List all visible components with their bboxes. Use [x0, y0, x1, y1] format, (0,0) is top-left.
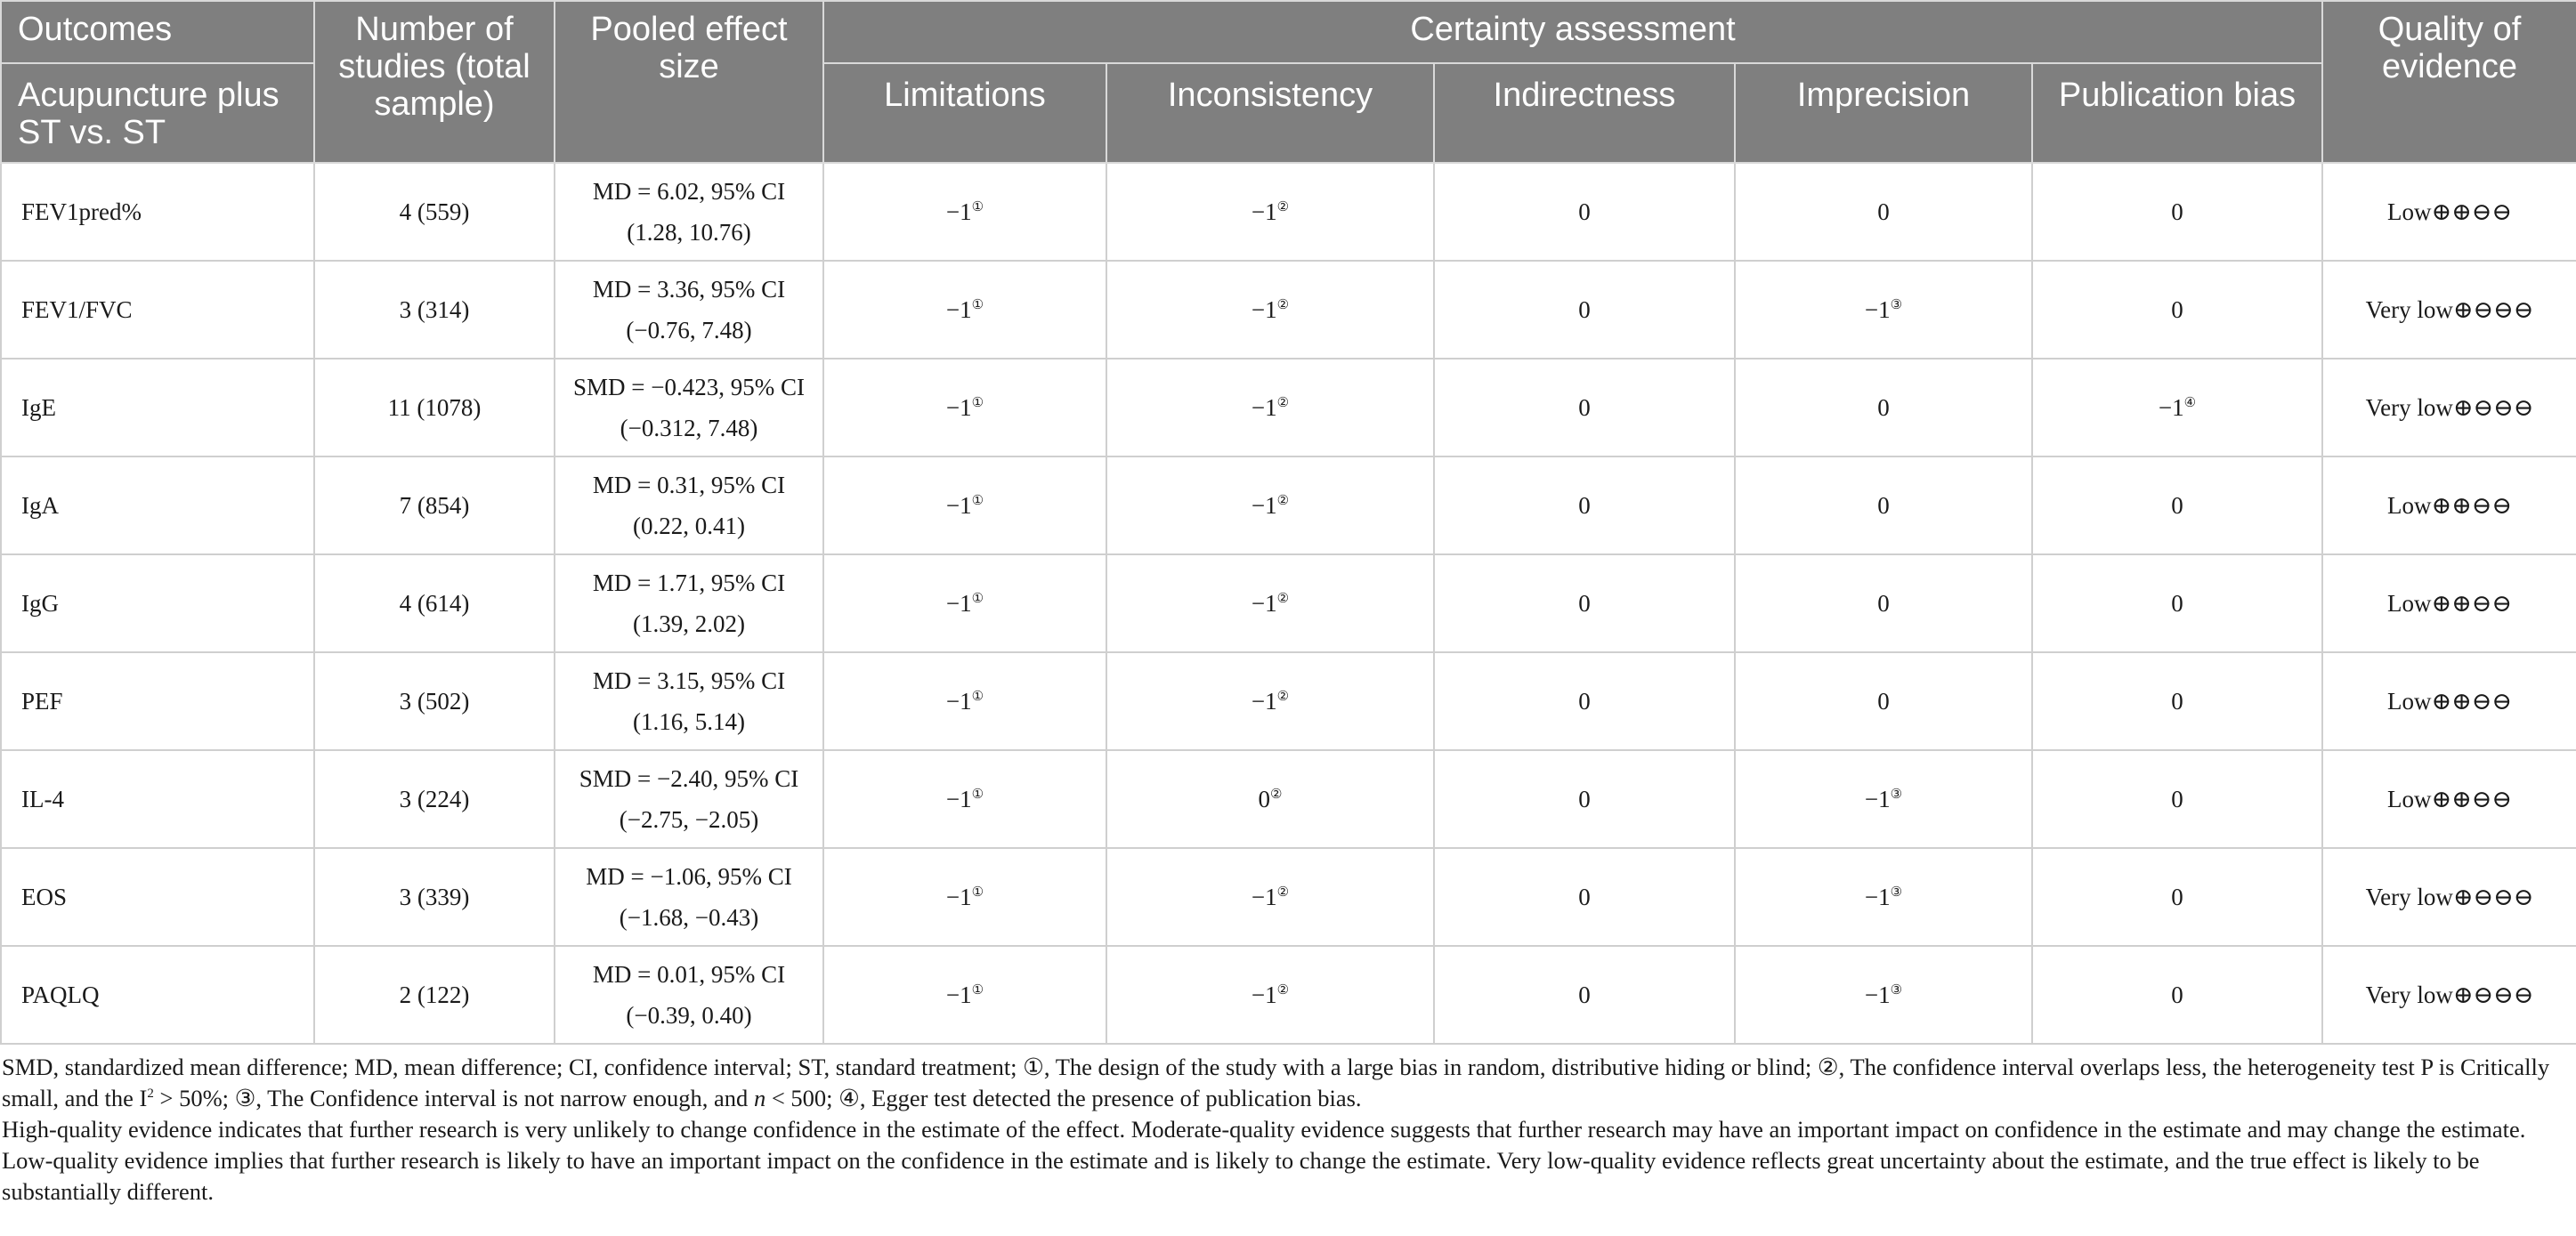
- cell-publication-bias: [2032, 163, 2322, 261]
- footnote-mark: ②: [1276, 885, 1290, 900]
- cell-value: −1: [945, 590, 972, 617]
- cell-value: 0: [2171, 296, 2183, 323]
- cell-value: −1: [945, 688, 972, 715]
- cell-indirectness: 0: [1434, 750, 1735, 848]
- cell-indirectness: 0: [1434, 946, 1735, 1044]
- cell-publication-bias: [2032, 652, 2322, 750]
- cell-inconsistency: [1106, 163, 1434, 261]
- footnote-mark: ③: [1890, 788, 1903, 802]
- footnote-quality-definitions: High-quality evidence indicates that further research is very unlikely to change confidence in the estimate of the effect. Moderate-quality evidence suggests that further research may have an important impact on confidence in the estimate and may change the estimate. Low-quality evidence implies that further research is likely to have an important impact on the confidence in the estimate and is likely to change the estimate. Very low-quality evidence reflects great uncertainty about the estimate, and the true effect is likely to be substantially different.: [2, 1116, 2526, 1205]
- cell-outcome: PEF: [1, 652, 314, 750]
- cell-inconsistency: [1106, 456, 1434, 554]
- footnote-text: < 500; ④, Egger test detected the presence of publication bias.: [766, 1085, 1362, 1111]
- cell-value: −1: [945, 296, 972, 323]
- footnote-superscript: 2: [147, 1087, 154, 1102]
- cell-studies: 2 (122): [314, 946, 555, 1044]
- footnote-mark: ③: [1890, 885, 1903, 900]
- table-row: [1, 946, 2576, 1044]
- cell-inconsistency: [1106, 848, 1434, 946]
- cell-outcome: FEV1/FVC: [1, 261, 314, 359]
- cell-quality: Low⊕⊕⊖⊖: [2322, 750, 2576, 848]
- footnote-mark: ①: [971, 690, 984, 704]
- header-imprecision: Imprecision: [1735, 63, 2032, 163]
- cell-imprecision: [1735, 163, 2032, 261]
- cell-effect: SMD = −0.423, 95% CI (−0.312, 7.48): [555, 359, 823, 456]
- footnote-text: > 50%; ③, The Confidence interval is not narrow enough, and: [153, 1085, 754, 1111]
- cell-publication-bias: [2032, 946, 2322, 1044]
- cell-indirectness: 0: [1434, 848, 1735, 946]
- footnote-mark: ④: [2183, 396, 2197, 410]
- cell-imprecision: [1735, 848, 2032, 946]
- cell-studies: 7 (854): [314, 456, 555, 554]
- cell-outcome: IgE: [1, 359, 314, 456]
- table-row: [1, 163, 2576, 261]
- cell-indirectness: 0: [1434, 261, 1735, 359]
- header-pooled-effect: Pooled effect size: [555, 1, 823, 163]
- cell-studies: 4 (614): [314, 554, 555, 652]
- cell-value: −1: [1251, 590, 1277, 617]
- cell-publication-bias: [2032, 456, 2322, 554]
- cell-value: 0: [2171, 884, 2183, 910]
- cell-value: −1: [1251, 296, 1277, 323]
- header-certainty-assessment: Certainty assessment: [823, 1, 2322, 63]
- cell-value: −1: [1864, 982, 1891, 1008]
- cell-effect: MD = 1.71, 95% CI (1.39, 2.02): [555, 554, 823, 652]
- cell-outcome: IgA: [1, 456, 314, 554]
- table-row: [1, 750, 2576, 848]
- cell-value: −1: [1251, 394, 1277, 421]
- cell-value: −1: [1251, 198, 1277, 225]
- cell-limitations: [823, 946, 1106, 1044]
- cell-value: 0: [1877, 394, 1890, 421]
- cell-studies: 3 (339): [314, 848, 555, 946]
- cell-limitations: [823, 554, 1106, 652]
- cell-value: 0: [2171, 688, 2183, 715]
- cell-effect: MD = −1.06, 95% CI (−1.68, −0.43): [555, 848, 823, 946]
- footnote-mark: ①: [971, 298, 984, 312]
- cell-effect: MD = 3.36, 95% CI (−0.76, 7.48): [555, 261, 823, 359]
- footnote-mark: ③: [1890, 983, 1903, 998]
- cell-effect: SMD = −2.40, 95% CI (−2.75, −2.05): [555, 750, 823, 848]
- table-row: [1, 261, 2576, 359]
- cell-limitations: [823, 163, 1106, 261]
- cell-imprecision: [1735, 261, 2032, 359]
- cell-value: −1: [1251, 884, 1277, 910]
- cell-limitations: [823, 750, 1106, 848]
- footnote-mark: ①: [971, 788, 984, 802]
- cell-quality: Low⊕⊕⊖⊖: [2322, 554, 2576, 652]
- cell-value: −1: [1251, 492, 1277, 519]
- cell-value: 0: [1877, 492, 1890, 519]
- cell-value: −1: [945, 492, 972, 519]
- cell-value: 0: [2171, 492, 2183, 519]
- cell-imprecision: [1735, 750, 2032, 848]
- footnote-text: SMD, standardized mean difference; MD, mean difference; CI, confidence interval; ST, standard treatment; ①, The design of the study with a large bias in random, distributive hiding or blind; ②, The confidence interval overlaps less, the heterogeneity test P is Critically small, and the I: [2, 1054, 2550, 1111]
- cell-indirectness: 0: [1434, 163, 1735, 261]
- footnote-mark: ①: [971, 592, 984, 606]
- cell-imprecision: [1735, 946, 2032, 1044]
- cell-publication-bias: [2032, 261, 2322, 359]
- header-indirectness: Indirectness: [1434, 63, 1735, 163]
- footnote-mark: ②: [1276, 298, 1290, 312]
- cell-effect: MD = 3.15, 95% CI (1.16, 5.14): [555, 652, 823, 750]
- cell-value: −1: [945, 982, 972, 1008]
- cell-value: −1: [945, 198, 972, 225]
- cell-imprecision: [1735, 456, 2032, 554]
- footnote-mark: ②: [1276, 983, 1290, 998]
- footnote-mark: ②: [1276, 592, 1290, 606]
- cell-studies: 11 (1078): [314, 359, 555, 456]
- cell-inconsistency: [1106, 554, 1434, 652]
- footnote-mark: ①: [971, 200, 984, 214]
- cell-limitations: [823, 359, 1106, 456]
- footnote-mark: ②: [1276, 200, 1290, 214]
- cell-inconsistency: [1106, 261, 1434, 359]
- header-publication-bias: Publication bias: [2032, 63, 2322, 163]
- cell-value: −1: [945, 394, 972, 421]
- table-row: [1, 848, 2576, 946]
- cell-quality: Very low⊕⊖⊖⊖: [2322, 946, 2576, 1044]
- cell-quality: Low⊕⊕⊖⊖: [2322, 456, 2576, 554]
- cell-quality: Low⊕⊕⊖⊖: [2322, 652, 2576, 750]
- cell-outcome: IgG: [1, 554, 314, 652]
- cell-value: −1: [2158, 394, 2184, 421]
- cell-value: 0: [2171, 786, 2183, 812]
- cell-publication-bias: [2032, 359, 2322, 456]
- table-row: [1, 554, 2576, 652]
- header-outcomes: Outcomes: [1, 1, 314, 63]
- cell-value: −1: [1251, 982, 1277, 1008]
- cell-value: −1: [1864, 884, 1891, 910]
- cell-studies: 3 (314): [314, 261, 555, 359]
- cell-value: 0: [2171, 198, 2183, 225]
- cell-value: 0: [1877, 198, 1890, 225]
- table-row: [1, 652, 2576, 750]
- cell-outcome: IL-4: [1, 750, 314, 848]
- cell-inconsistency: [1106, 946, 1434, 1044]
- header-inconsistency: Inconsistency: [1106, 63, 1434, 163]
- cell-limitations: [823, 848, 1106, 946]
- cell-inconsistency: [1106, 652, 1434, 750]
- cell-publication-bias: [2032, 750, 2322, 848]
- cell-value: 0: [2171, 982, 2183, 1008]
- cell-indirectness: 0: [1434, 456, 1735, 554]
- cell-outcome: FEV1pred%: [1, 163, 314, 261]
- table-row: [1, 359, 2576, 456]
- cell-imprecision: [1735, 652, 2032, 750]
- footnote-mark: ①: [971, 983, 984, 998]
- footnote-mark: ①: [971, 396, 984, 410]
- cell-effect: MD = 0.31, 95% CI (0.22, 0.41): [555, 456, 823, 554]
- header-studies: Number of studies (total sample): [314, 1, 555, 163]
- cell-indirectness: 0: [1434, 359, 1735, 456]
- footnote-mark: ②: [1276, 690, 1290, 704]
- cell-value: 0: [1258, 786, 1271, 812]
- cell-studies: 3 (224): [314, 750, 555, 848]
- cell-quality: Very low⊕⊖⊖⊖: [2322, 359, 2576, 456]
- cell-limitations: [823, 261, 1106, 359]
- table-footnotes: [0, 1045, 2576, 1208]
- header-quality: Quality of evidence: [2322, 1, 2576, 163]
- footnote-abbreviations: [2, 1052, 2567, 1114]
- cell-inconsistency: [1106, 750, 1434, 848]
- cell-studies: 4 (559): [314, 163, 555, 261]
- footnote-mark: ②: [1276, 494, 1290, 508]
- header-limitations: Limitations: [823, 63, 1106, 163]
- footnote-mark: ②: [1276, 396, 1290, 410]
- cell-value: −1: [1864, 296, 1891, 323]
- cell-value: −1: [1864, 786, 1891, 812]
- cell-value: −1: [945, 786, 972, 812]
- table-body: [1, 163, 2576, 1044]
- cell-limitations: [823, 456, 1106, 554]
- header-comparison: Acupuncture plus ST vs. ST: [1, 63, 314, 163]
- cell-studies: 3 (502): [314, 652, 555, 750]
- footnote-mark: ①: [971, 885, 984, 900]
- cell-imprecision: [1735, 359, 2032, 456]
- cell-value: 0: [1877, 590, 1890, 617]
- cell-inconsistency: [1106, 359, 1434, 456]
- footnote-mark: ①: [971, 494, 984, 508]
- cell-quality: Very low⊕⊖⊖⊖: [2322, 261, 2576, 359]
- cell-imprecision: [1735, 554, 2032, 652]
- cell-outcome: EOS: [1, 848, 314, 946]
- footnote-mark: ②: [1270, 788, 1283, 802]
- cell-value: −1: [945, 884, 972, 910]
- cell-quality: Low⊕⊕⊖⊖: [2322, 163, 2576, 261]
- cell-value: 0: [2171, 590, 2183, 617]
- cell-value: 0: [1877, 688, 1890, 715]
- cell-effect: MD = 0.01, 95% CI (−0.39, 0.40): [555, 946, 823, 1044]
- table-header: [1, 1, 2576, 163]
- cell-outcome: PAQLQ: [1, 946, 314, 1044]
- cell-indirectness: 0: [1434, 554, 1735, 652]
- table-row: [1, 456, 2576, 554]
- cell-limitations: [823, 652, 1106, 750]
- footnote-mark: ③: [1890, 298, 1903, 312]
- cell-value: −1: [1251, 688, 1277, 715]
- cell-publication-bias: [2032, 848, 2322, 946]
- footnote-italic-n: n: [753, 1085, 766, 1111]
- cell-effect: MD = 6.02, 95% CI (1.28, 10.76): [555, 163, 823, 261]
- cell-indirectness: 0: [1434, 652, 1735, 750]
- cell-publication-bias: [2032, 554, 2322, 652]
- cell-quality: Very low⊕⊖⊖⊖: [2322, 848, 2576, 946]
